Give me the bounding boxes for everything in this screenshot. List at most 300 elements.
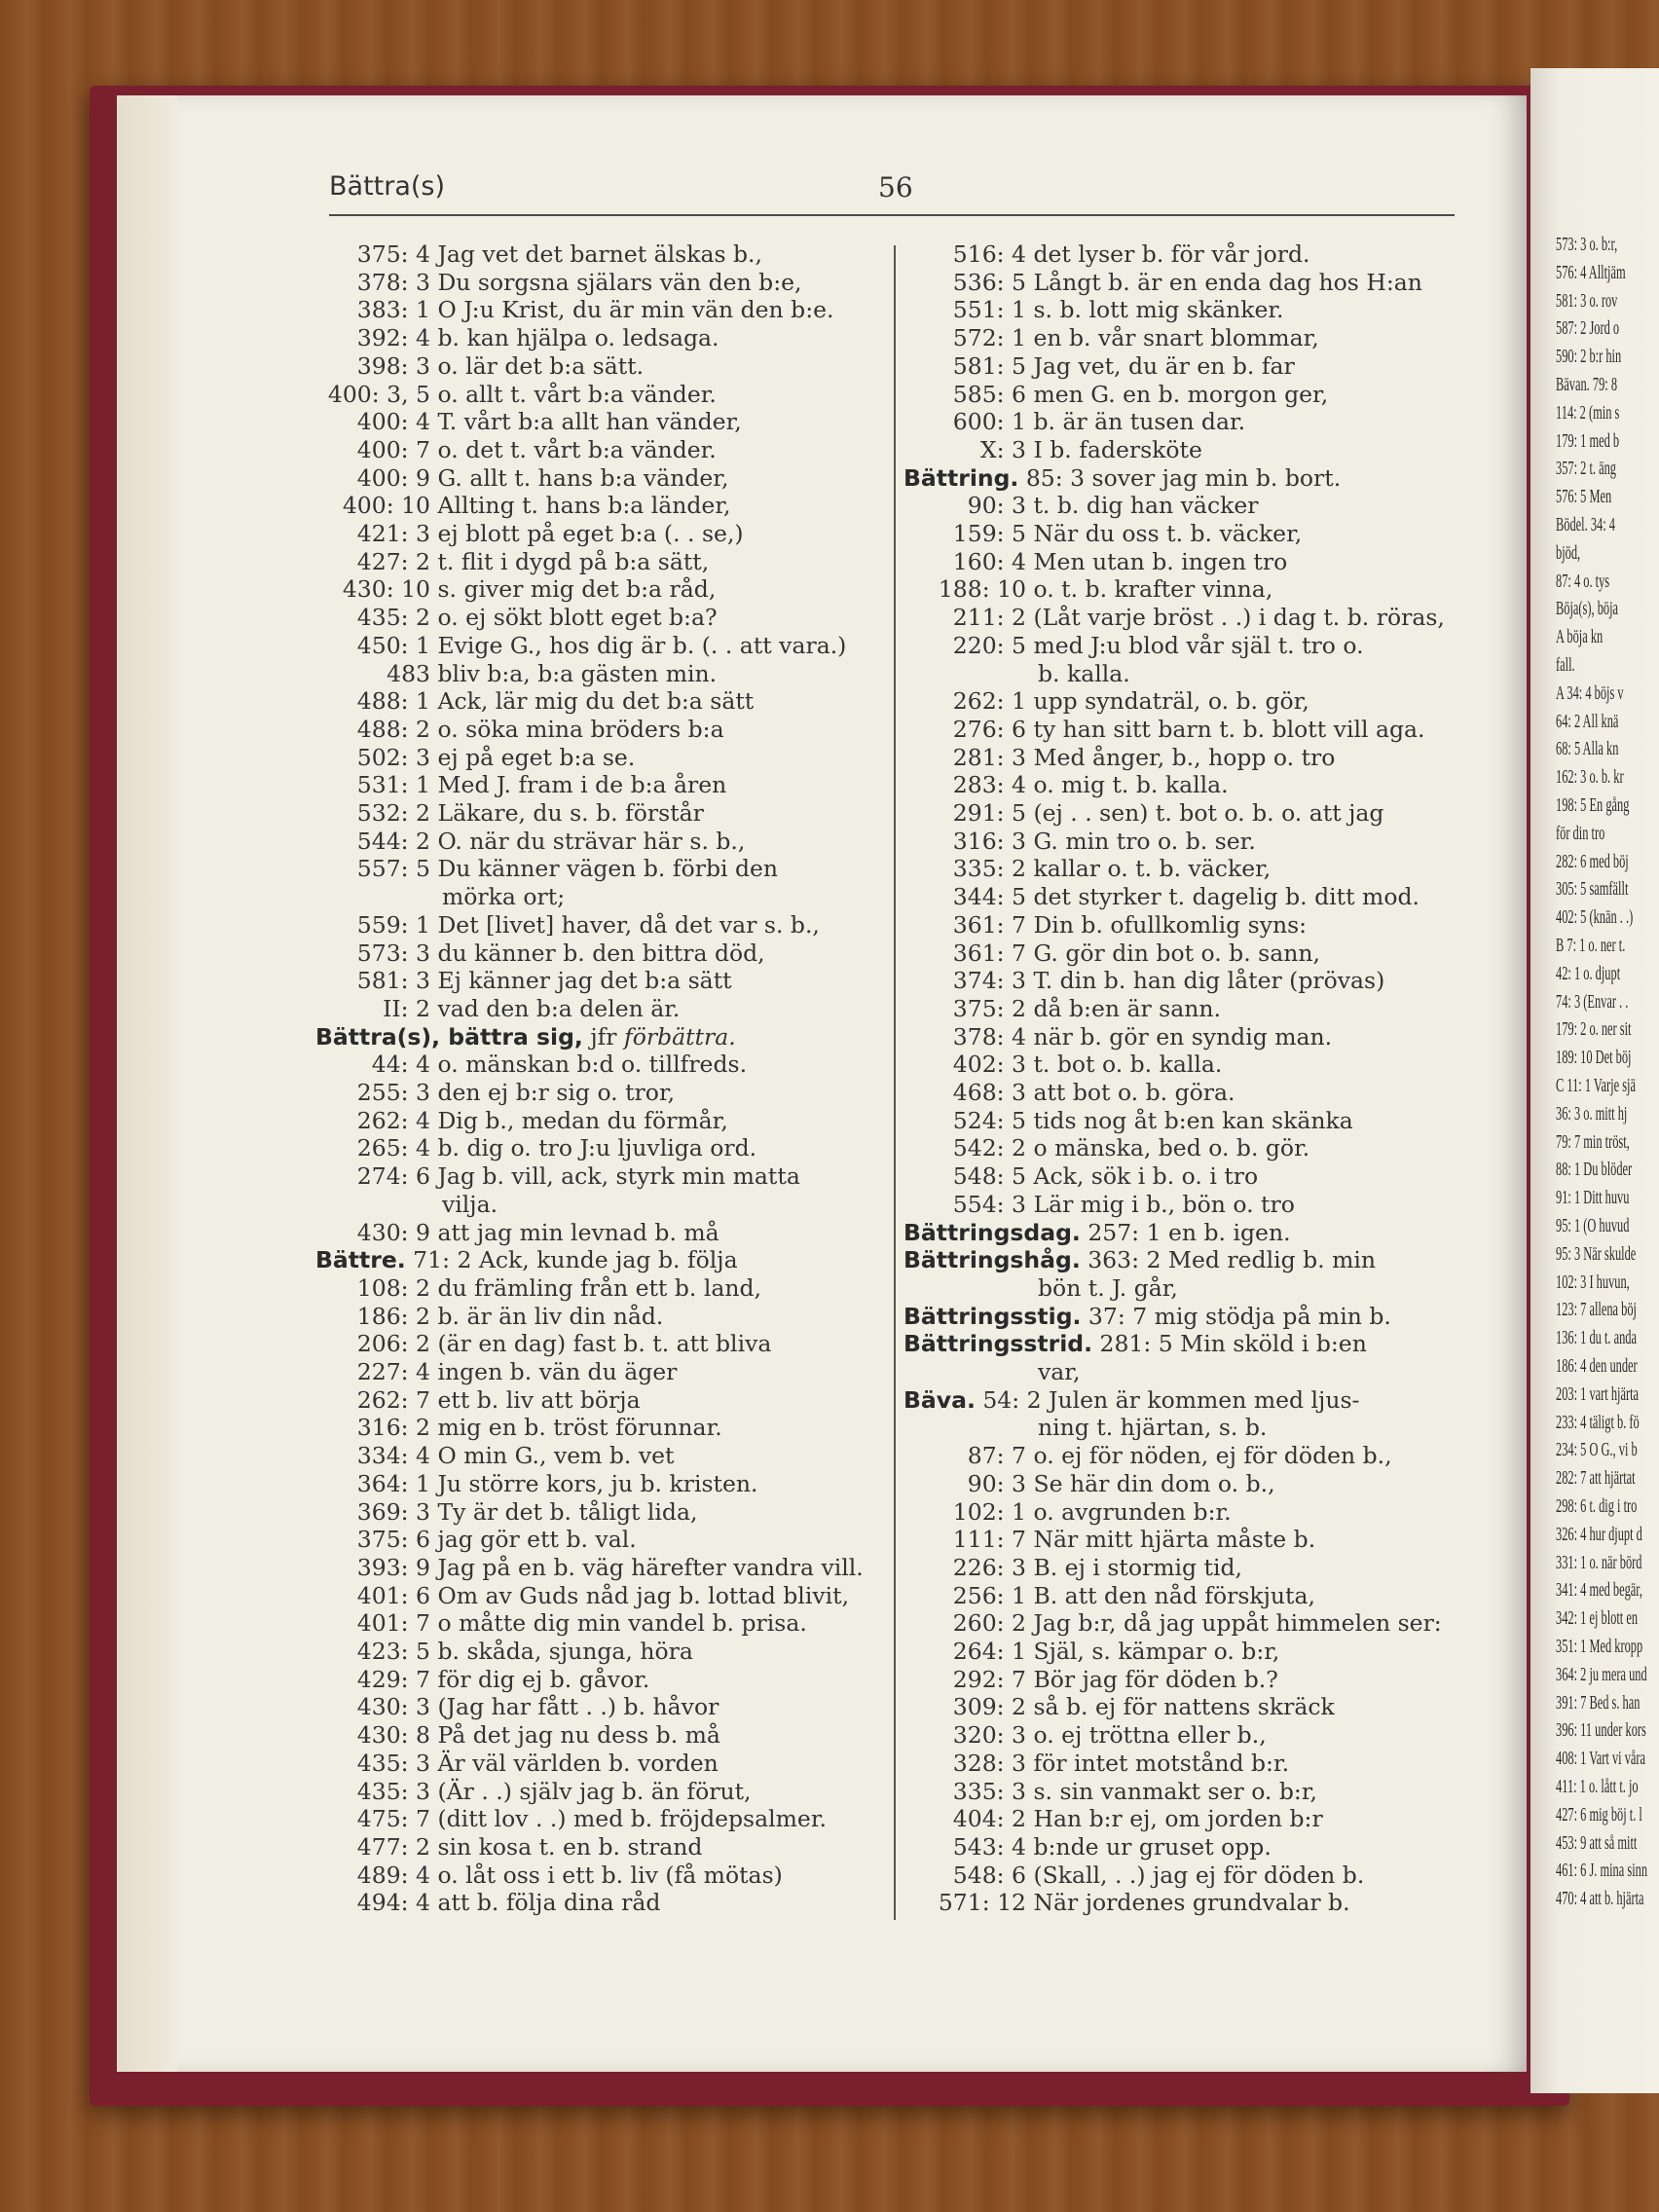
index-entry (312, 911, 820, 940)
index-entry (900, 381, 1328, 409)
entry-text: Du sorgsna själars vän den b:e, (430, 268, 802, 296)
facing-page-line: 573: 3 o. b:r, (1556, 234, 1618, 255)
index-entry (900, 1833, 1272, 1862)
entry-text: du känner b. den bittra död, (430, 939, 765, 967)
entry-text: o måtte dig min vandel b. prisa. (430, 1609, 807, 1638)
facing-page-line: 233: 4 täligt b. fö (1556, 1411, 1640, 1433)
entry-text: att b. följa dina råd (430, 1889, 661, 1917)
entry-text: den ej b:r sig o. tror, (430, 1079, 676, 1106)
page-number: 56 (878, 171, 913, 203)
index-entry (312, 1778, 752, 1806)
facing-page-line: 91: 1 Ditt huvu (1556, 1187, 1630, 1209)
index-entry (312, 548, 709, 576)
index-entry (900, 1778, 1317, 1806)
index-entry (900, 995, 1221, 1023)
entry-text: o. ej sökt blott eget b:a? (430, 604, 718, 632)
index-entry (900, 1666, 1278, 1694)
facing-page-line: 198: 5 En gång (1556, 794, 1630, 816)
index-entry (900, 1162, 1258, 1191)
index-entry (312, 687, 754, 716)
entry-text: så b. ej för nattens skräck (1026, 1693, 1335, 1721)
entry-text: G. min tro o. b. ser. (1026, 827, 1256, 855)
facing-page-line: 357: 2 t. äng (1556, 458, 1616, 480)
index-entry (900, 799, 1383, 828)
index-entry (312, 1162, 800, 1191)
hymn-reference: 262: 1 (952, 687, 1026, 716)
facing-page-line: 364: 2 ju mera und (1556, 1663, 1647, 1685)
facing-page-line: A böja kn (1556, 626, 1604, 648)
entry-continuation: mörka ort; (442, 883, 566, 911)
facing-page-line: 581: 3 o. rov (1556, 289, 1618, 312)
facing-page-line: 342: 1 ej blott en (1556, 1607, 1639, 1630)
entry-text: b. kan hjälpa o. ledsaga. (430, 324, 719, 352)
index-entry (900, 1526, 1315, 1554)
hymn-reference: 398: 3 (356, 351, 430, 380)
hymn-reference: 554: 3 (952, 1190, 1026, 1218)
hymn-reference: 283: 4 (952, 771, 1026, 799)
index-entry (1038, 1414, 1267, 1442)
column-divider (894, 245, 896, 1920)
hymn-reference: 90: 3 (967, 492, 1026, 520)
entry-text: Ack, sök i b. o. i tro (1026, 1162, 1259, 1191)
entry-text: När du oss t. b. väcker, (1026, 520, 1303, 547)
hymn-reference: 430: 9 (356, 1218, 430, 1246)
entry-text: Jag b:r, då jag uppåt himmelen ser: (1026, 1609, 1442, 1638)
index-entry (900, 1805, 1323, 1833)
entry-text: b. dig o. tro J:u ljuvliga ord. (430, 1134, 757, 1162)
running-head: Bättra(s) (329, 171, 446, 202)
entry-text: s. b. lott mig skänker. (1026, 296, 1284, 324)
hymn-reference: 374: 3 (952, 967, 1026, 995)
index-entry (900, 744, 1335, 772)
entry-text: Allting t. hans b:a länder, (430, 492, 731, 520)
hymn-reference: 361: 7 (952, 910, 1026, 939)
entry-text: sin kosa t. en b. strand (430, 1832, 703, 1861)
facing-page-line: 74: 3 (Envar . . (1556, 990, 1629, 1013)
entry-text: När jordenes grundvalar b. (1026, 1889, 1350, 1917)
hymn-reference: 581: 3 (356, 967, 430, 995)
headword: Bättringsstrid. (903, 1330, 1093, 1358)
hymn-reference: 421: 3 (356, 520, 430, 547)
index-entry (900, 967, 1384, 995)
entry-text: t. bot o. b. kalla. (1026, 1051, 1223, 1079)
hymn-reference: 316: 2 (356, 1414, 430, 1442)
entry-text: du främling från ett b. land, (430, 1273, 761, 1302)
index-entry (312, 1862, 783, 1890)
index-entry (312, 296, 834, 324)
hymn-reference: 292: 7 (952, 1665, 1026, 1693)
hymn-reference: 160: 4 (952, 547, 1026, 575)
hymn-reference: 494: 4 (356, 1889, 430, 1917)
entry-text: kallar o. t. b. väcker, (1026, 855, 1272, 883)
hymn-reference: 435: 2 (356, 604, 430, 632)
index-entry (312, 1889, 660, 1917)
hymn-reference: 400: 7 (356, 435, 430, 463)
hymn-reference: 516: 4 (952, 240, 1026, 268)
index-entry (900, 1134, 1309, 1162)
hymn-reference: 435: 3 (356, 1749, 430, 1777)
entry-text: (Låt varje bröst . .) i dag t. b. röras, (1026, 604, 1445, 632)
index-entry (312, 1666, 649, 1694)
facing-page-line: Bödel. 34: 4 (1556, 514, 1615, 535)
hymn-reference: 404: 2 (952, 1805, 1026, 1833)
facing-page-line: C 11: 1 Varje sjä (1556, 1075, 1636, 1096)
entry-continuation: vilja. (442, 1190, 498, 1218)
hymn-reference: 548: 6 (952, 1861, 1026, 1889)
index-entry (903, 464, 1341, 493)
index-entry (900, 1107, 1353, 1135)
facing-page-line: 186: 4 den under (1556, 1355, 1638, 1377)
entry-text: o. låt oss i ett b. liv (få mötas) (430, 1861, 783, 1889)
index-entry (900, 352, 1295, 381)
index-entry (900, 855, 1271, 883)
entry-text: Din b. ofullkomlig syns: (1026, 910, 1308, 939)
facing-page-line: 396: 11 under kors (1556, 1719, 1646, 1742)
index-entry (315, 1246, 738, 1274)
hymn-reference: 557: 5 (356, 855, 430, 883)
index-entry (312, 828, 745, 856)
facing-page-line: 189: 10 Det böj (1556, 1047, 1632, 1069)
index-entry (900, 687, 1309, 716)
entry-text: Med ånger, b., hopp o. tro (1026, 743, 1336, 771)
entry-text: Evige G., hos dig är b. (. . att vara.) (430, 631, 847, 659)
headword: Bättra(s), bättra sig, (315, 1022, 583, 1051)
index-entry (900, 604, 1445, 632)
index-entry (903, 1246, 1376, 1274)
facing-page-line: fall. (1556, 654, 1575, 676)
entry-text: b:nde ur gruset opp. (1026, 1832, 1272, 1861)
hymn-reference: 227: 4 (356, 1358, 430, 1385)
index-entry (312, 269, 802, 297)
index-entry (312, 492, 730, 520)
entry-text: Du känner vägen b. förbi den (430, 855, 779, 883)
entry-text: o. söka mina bröders b:a (430, 715, 724, 743)
hymn-reference: 543: 4 (952, 1832, 1026, 1861)
hymn-reference: 544: 2 (356, 827, 430, 855)
facing-page-line: 590: 2 b:r hin (1556, 346, 1622, 368)
index-entry (312, 940, 765, 968)
hymn-reference: 309: 2 (952, 1693, 1026, 1721)
entry-text: T. din b. han dig låter (prövas) (1026, 967, 1385, 995)
facing-page-line: 36: 3 o. mitt hj (1556, 1102, 1628, 1124)
index-entry (312, 1274, 761, 1303)
entry-text: o. allt t. vårt b:a vänder. (430, 380, 717, 408)
index-entry (312, 464, 728, 493)
hymn-reference: 188: 10 (938, 575, 1026, 604)
index-entry (312, 1303, 663, 1331)
entry-text: O min G., vem b. vet (430, 1442, 675, 1470)
index-entry (900, 1079, 1235, 1107)
entry-text: t. b. dig han väcker (1026, 492, 1259, 520)
entry-continuation: b. kalla. (1038, 659, 1130, 687)
index-entry (312, 1358, 677, 1386)
index-entry (900, 520, 1302, 548)
hymn-reference: 255: 3 (356, 1079, 430, 1106)
hymn-reference: 276: 6 (952, 715, 1026, 743)
index-entry (900, 1609, 1442, 1638)
hymn-reference: 334: 4 (356, 1442, 430, 1470)
hymn-reference: 344: 5 (952, 883, 1026, 911)
entry-text: Bör jag för döden b.? (1026, 1665, 1278, 1693)
index-entry (900, 1721, 1267, 1750)
hymn-reference: 262: 4 (356, 1106, 430, 1134)
index-entry (1038, 1358, 1080, 1386)
index-entry (900, 1638, 1279, 1666)
facing-page-line: B 7: 1 o. ner t. (1556, 935, 1626, 956)
facing-page-line: 79: 7 min tröst, (1556, 1130, 1630, 1153)
entry-text: B. att den nåd förskjuta, (1026, 1581, 1315, 1609)
hymn-reference: 361: 7 (952, 939, 1026, 967)
headword: Bättring. (903, 463, 1019, 492)
facing-page-line: 427: 6 mig böj t. l (1556, 1803, 1642, 1825)
facing-page-line: för din tro (1556, 822, 1605, 844)
index-entry (312, 1526, 637, 1554)
facing-page-line: 102: 3 I huvun, (1556, 1271, 1630, 1293)
facing-page-fragment (1530, 68, 1659, 2093)
hymn-reference: 427: 2 (356, 547, 430, 575)
facing-page-line: 305: 5 samfällt (1556, 878, 1629, 901)
hymn-reference: 260: 2 (952, 1609, 1026, 1638)
index-entry (312, 1693, 719, 1721)
index-entry (312, 855, 778, 883)
index-entry (312, 1386, 641, 1415)
facing-page-line: 298: 6 t. dig i tro (1556, 1495, 1638, 1517)
entry-text: 71: 2 Ack, kunde jag b. följa (405, 1246, 738, 1274)
hymn-reference: 402: 3 (952, 1051, 1026, 1079)
entry-text: Jag b. vill, ack, styrk min matta (430, 1162, 800, 1191)
hymn-reference: 400: 9 (356, 463, 430, 492)
entry-text: o. mig t. b. kalla. (1026, 771, 1229, 799)
index-entry (315, 1023, 736, 1051)
hymn-reference: 430: 10 (342, 575, 430, 604)
index-entry (312, 1051, 747, 1079)
entry-text: o. avgrunden b:r. (1026, 1497, 1232, 1526)
index-entry (312, 1330, 771, 1358)
hymn-reference: 468: 3 (952, 1079, 1026, 1106)
hymn-reference: 524: 5 (952, 1106, 1026, 1134)
index-entry (900, 296, 1284, 324)
index-entry (442, 883, 565, 911)
facing-page-line: 282: 7 att hjärtat (1556, 1467, 1636, 1490)
index-entry (900, 632, 1364, 660)
entry-text: t. flit i dygd på b:a sätt, (430, 547, 710, 575)
index-entry (312, 1079, 675, 1107)
index-entry (312, 240, 762, 269)
headword: Bättre. (315, 1246, 406, 1274)
index-entry (312, 660, 717, 688)
index-entry (312, 1721, 720, 1750)
entry-text: Jag vet det barnet älskas b., (430, 240, 762, 268)
hymn-reference: 211: 2 (952, 604, 1026, 632)
entry-text: vad den b:a delen är. (430, 994, 681, 1022)
entry-text: jag gör ett b. val. (430, 1526, 637, 1554)
hymn-reference: 542: 2 (952, 1134, 1026, 1162)
facing-page-line: 351: 1 Med kropp (1556, 1636, 1643, 1657)
index-entry (312, 744, 635, 772)
index-entry (442, 1191, 498, 1219)
facing-page-line: 234: 5 O G., vi b (1556, 1439, 1638, 1461)
index-entry (312, 1638, 693, 1666)
index-entry (900, 1442, 1392, 1470)
facing-page-line: 114: 2 (min s (1556, 401, 1620, 424)
entry-text: Med J. fram i de b:a åren (430, 771, 727, 799)
facing-page-line: 95: 1 (O huvud (1556, 1215, 1630, 1236)
entry-text: I b. fadersköte (1026, 435, 1202, 463)
hymn-reference: 206: 2 (356, 1330, 430, 1358)
entry-text: o. ej tröttna eller b., (1026, 1721, 1267, 1750)
headword: Bättringsdag. (903, 1218, 1081, 1246)
entry-text: för intet motstånd b:r. (1026, 1749, 1290, 1777)
index-entry (312, 799, 704, 828)
index-entry (312, 716, 724, 744)
hymn-reference: 383: 1 (356, 296, 430, 324)
entry-text: b. är än tusen dar. (1026, 408, 1246, 436)
entry-text: Ej känner jag det b:a sätt (430, 967, 732, 995)
index-entry (900, 269, 1422, 297)
hymn-reference: 111: 7 (952, 1526, 1026, 1554)
facing-page-line: 341: 4 med begär, (1556, 1579, 1643, 1602)
facing-page-line: 461: 6 J. mina sinn (1556, 1860, 1648, 1882)
entry-continuation: ning t. hjärtan, s. b. (1038, 1414, 1268, 1442)
index-entry (312, 575, 716, 604)
hymn-reference: 559: 1 (356, 910, 430, 939)
index-entry (312, 967, 732, 995)
entry-text: mig en b. tröst förunnar. (430, 1414, 722, 1442)
entry-text: (ej . . sen) t. bot o. b. o. att jag (1026, 799, 1384, 827)
index-entry (312, 1470, 758, 1498)
entry-text: Är väl världen b. vorden (430, 1749, 719, 1777)
index-entry (900, 408, 1245, 436)
entry-text: 257: 1 en b. igen. (1080, 1218, 1291, 1246)
facing-page-line: A 34: 4 böjs v (1556, 682, 1624, 704)
entry-text: Jag på en b. väg härefter vandra vill. (430, 1553, 864, 1581)
hymn-reference: 581: 5 (952, 351, 1026, 380)
entry-text: Jag vet, du är en b. far (1026, 351, 1295, 380)
index-entry (900, 1582, 1315, 1610)
entry-text: O. när du strävar här s. b., (430, 827, 746, 855)
entry-text: G. allt t. hans b:a vänder, (430, 463, 729, 492)
entry-text: en b. vår snart blommar, (1026, 324, 1319, 352)
entry-text: men G. en b. morgon ger, (1026, 380, 1329, 408)
index-entry (900, 1889, 1350, 1917)
entry-text: Om av Guds nåd jag b. lottad blivit, (430, 1581, 850, 1609)
index-entry (903, 1219, 1291, 1247)
facing-page-line: 391: 7 Bed s. han (1556, 1691, 1641, 1714)
index-entry (312, 1750, 719, 1778)
hymn-reference: 571: 12 (938, 1889, 1026, 1917)
index-entry (1038, 660, 1130, 688)
entry-continuation: var, (1038, 1358, 1081, 1385)
headword: Bättringsstig. (903, 1302, 1082, 1330)
headword: Bäva. (903, 1385, 976, 1414)
hymn-reference: 335: 2 (952, 855, 1026, 883)
hymn-reference: 226: 3 (952, 1553, 1026, 1581)
hymn-reference: 375: 6 (356, 1526, 430, 1554)
index-entry (900, 324, 1319, 352)
facing-page-line: 162: 3 o. b. kr (1556, 766, 1624, 789)
index-entry (903, 1303, 1391, 1331)
hymn-reference: 364: 1 (356, 1469, 430, 1497)
facing-page-line: Böja(s), böja (1556, 598, 1619, 620)
index-entry (900, 1470, 1275, 1498)
entry-text: jfr (582, 1022, 625, 1051)
facing-page-line: 587: 2 Jord o (1556, 317, 1620, 340)
index-entry (312, 1219, 719, 1247)
hymn-reference: 159: 5 (952, 520, 1026, 547)
index-entry (312, 408, 742, 436)
index-entry (312, 1609, 807, 1638)
facing-page-line: 136: 1 du t. anda (1556, 1327, 1638, 1349)
entry-text: Det [livet] haver, då det var s. b., (430, 910, 820, 939)
entry-text: för dig ej b. gåvor. (430, 1665, 650, 1693)
index-entry (312, 1134, 756, 1162)
page-edge-stack (117, 95, 177, 2072)
entry-text: när b. gör en syndig man. (1026, 1022, 1333, 1051)
index-entry (312, 324, 719, 352)
entry-text: Långt b. är en enda dag hos H:an (1026, 268, 1422, 296)
hymn-reference: 102: 1 (952, 1497, 1026, 1526)
index-entry (312, 1442, 675, 1470)
index-entry (312, 1805, 827, 1833)
facing-page-line: 179: 1 med b (1556, 429, 1620, 452)
entry-text: Men utan b. ingen tro (1026, 547, 1288, 575)
index-entry (900, 240, 1310, 269)
entry-text: o mänska, bed o. b. gör. (1026, 1134, 1310, 1162)
index-entry (900, 883, 1419, 911)
page-header (329, 171, 1455, 216)
hymn-reference: 262: 7 (356, 1385, 430, 1414)
facing-page-line: 88: 1 Du blöder (1556, 1159, 1633, 1181)
entry-text: (är en dag) fast b. t. att bliva (430, 1330, 772, 1358)
entry-text: (Jag har fått . .) b. håvor (430, 1693, 719, 1721)
entry-text: 54: 2 Julen är kommen med ljus- (975, 1385, 1360, 1414)
facing-page-line: 95: 3 När skulde (1556, 1242, 1637, 1265)
hymn-reference: 488: 1 (356, 687, 430, 716)
index-entry (900, 940, 1320, 968)
facing-page-line: 402: 5 (knän . .) (1556, 906, 1634, 929)
entry-text: 85: 3 sover jag min b. bort. (1018, 463, 1342, 492)
facing-page-line: 42: 1 o. djupt (1556, 962, 1621, 984)
index-entry (900, 548, 1287, 576)
hymn-reference: 600: 1 (952, 408, 1026, 436)
hymn-reference: 548: 5 (952, 1162, 1026, 1191)
index-entry (900, 1554, 1242, 1582)
facing-page-line: 470: 4 att b. hjärta (1556, 1888, 1644, 1910)
hymn-reference: 450: 1 (356, 631, 430, 659)
hymn-reference: 108: 2 (356, 1273, 430, 1302)
hymn-reference: 551: 1 (952, 296, 1026, 324)
hymn-reference: 186: 2 (356, 1302, 430, 1330)
hymn-reference: 328: 3 (952, 1749, 1026, 1777)
entry-text: Ju större kors, ju b. kristen. (430, 1469, 758, 1497)
entry-text: (ditt lov . .) med b. fröjdepsalmer. (430, 1805, 827, 1833)
hymn-reference: 335: 3 (952, 1777, 1026, 1805)
index-entry (900, 492, 1259, 520)
hymn-reference: 401: 6 (356, 1581, 430, 1609)
hymn-reference: II: 2 (383, 994, 430, 1022)
entry-text: Läkare, du s. b. förstår (430, 799, 704, 827)
index-entry (900, 716, 1425, 744)
hymn-reference: 369: 3 (356, 1497, 430, 1526)
hymn-reference: 489: 4 (356, 1861, 430, 1889)
hymn-reference: 87: 7 (967, 1442, 1026, 1470)
entry-text: 281: 5 Min sköld i b:en (1092, 1330, 1367, 1358)
cross-reference: förbättra. (624, 1022, 736, 1051)
facing-page-line: 282: 6 med böj (1556, 850, 1629, 872)
hymn-reference: 375: 4 (356, 240, 430, 268)
facing-page-line: bjöd, (1556, 541, 1581, 564)
hymn-reference: 536: 5 (952, 268, 1026, 296)
